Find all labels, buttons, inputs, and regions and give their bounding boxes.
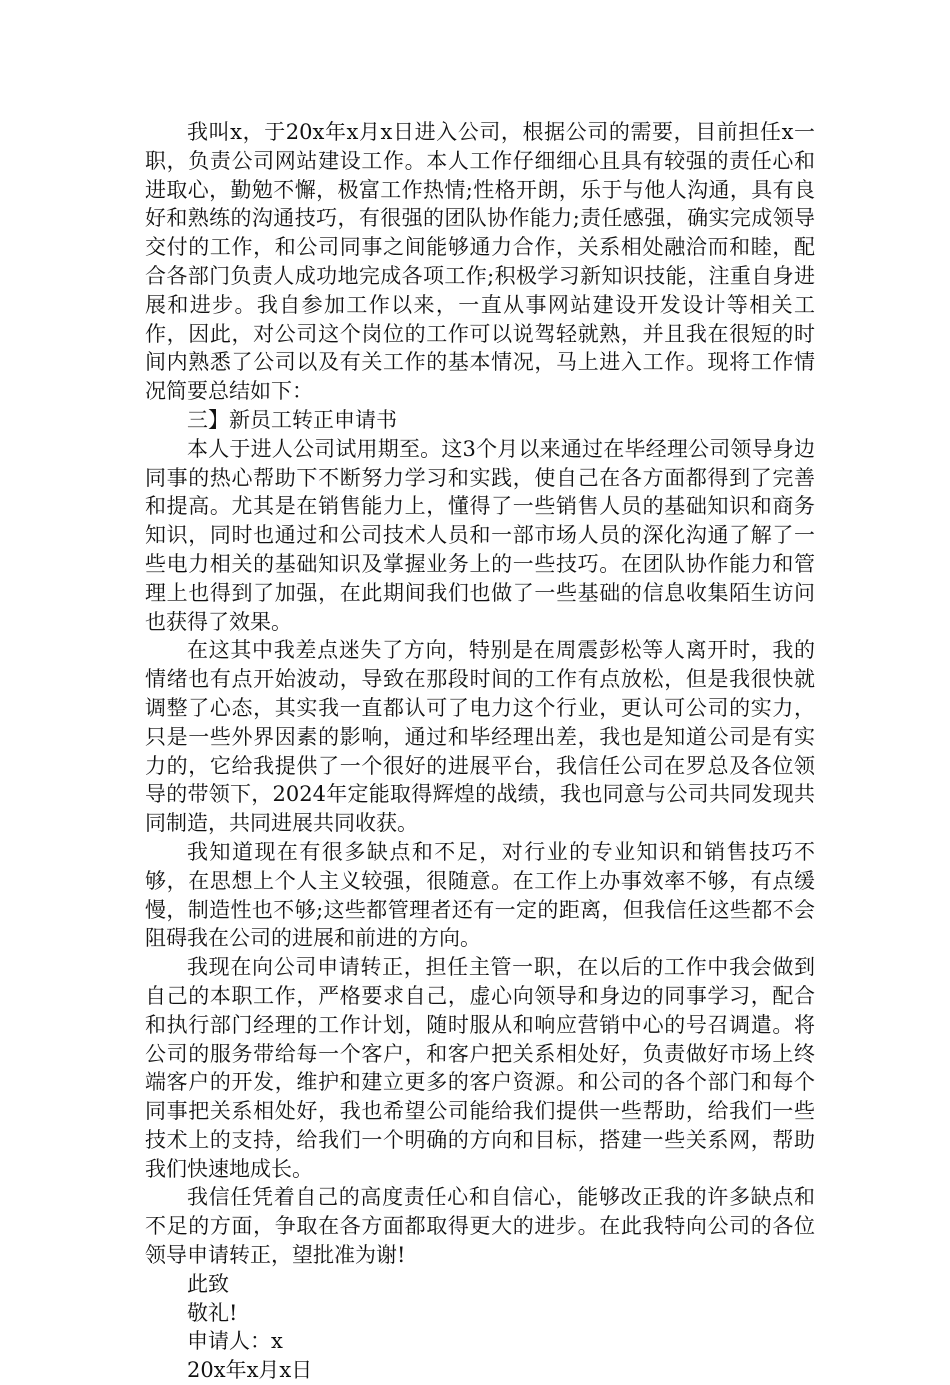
applicant-signature: 申请人：x: [187, 1329, 283, 1354]
closing-salutation: 此致: [187, 1271, 229, 1296]
intro-paragraph: 我叫x，于20x年x月x日进入公司，根据公司的需要，目前担任x一职，负责公司网站建设工作。本人工作仔细细心且具有较强的责任心和进取心，勤勉不懈，极富工作热情;性格开朗，乐于与他人沟通，具有良好和熟练的沟通技巧，有很强的团队协作能力;责任感强，确实完成领导交付的工作，和公司同事之间能够通力合作，关系相处融洽而和睦，配合各部门负责人成功地完成各项工作;积极学习新知识技能，注重自身进展和进步。我自参加工作以来，一直从事网站建设开发设计等相关工作，因此，对公司这个岗位的工作可以说驾轻就熟，并且我在很短的时间内熟悉了公司以及有关工作的基本情况，马上进入工作。现将工作情况简要总结如下：: [145, 120, 815, 404]
document-body: [145, 118, 815, 1385]
section-heading: 三】新员工转正申请书: [187, 407, 397, 432]
body-paragraph: 我信任凭着自己的高度责任心和自信心，能够改正我的许多缺点和不足的方面，争取在各方面都取得更大的进步。在此我特向公司的各位领导申请转正，望批准为谢!: [145, 1185, 815, 1268]
body-paragraph: 我知道现在有很多缺点和不足，对行业的专业知识和销售技巧不够，在思想上个人主义较强，很随意。在工作上办事效率不够，有点缓慢，制造性也不够;这些都管理者还有一定的距离，但我信任这些都不会阻碍我在公司的进展和前进的方向。: [145, 839, 815, 951]
body-paragraph: 我现在向公司申请转正，担任主管一职，在以后的工作中我会做到自己的本职工作，严格要求自己，虚心向领导和身边的同事学习，配合和执行部门经理的工作计划，随时服从和响应营销中心的号召调遣。将公司的服务带给每一个客户，和客户把关系相处好，负责做好市场上终端客户的开发，维护和建立更多的客户资源。和公司的各个部门和每个同事把关系相处好，我也希望公司能给我们提供一些帮助，给我们一些技术上的支持，给我们一个明确的方向和目标，搭建一些关系网，帮助我们快速地成长。: [145, 955, 815, 1181]
application-date: 20x年x月x日: [187, 1358, 313, 1383]
closing-regards: 敬礼!: [187, 1300, 238, 1325]
body-paragraph: 本人于进人公司试用期至。这3个月以来通过在毕经理公司领导身边同事的热心帮助下不断努力学习和实践，使自己在各方面都得到了完善和提高。尤其是在销售能力上，懂得了一些销售人员的基础知识和商务知识，同时也通过和公司技术人员和一部市场人员的深化沟通了解了一些电力相关的基础知识及掌握业务上的一些技巧。在团队协作能力和管理上也得到了加强，在此期间我们也做了一些基础的信息收集陌生访问也获得了效果。: [145, 436, 815, 634]
body-paragraph: 在这其中我差点迷失了方向，特别是在周震彭松等人离开时，我的情绪也有点开始波动，导致在那段时间的工作有点放松，但是我很快就调整了心态，其实我一直都认可了电力这个行业，更认可公司的实力，只是一些外界因素的影响，通过和毕经理出差，我也是知道公司是有实力的，它给我提供了一个很好的进展平台，我信任公司在罗总及各位领导的带领下，2024年定能取得辉煌的战绩，我也同意与公司共同发现共同制造，共同进展共同收获。: [145, 638, 815, 836]
